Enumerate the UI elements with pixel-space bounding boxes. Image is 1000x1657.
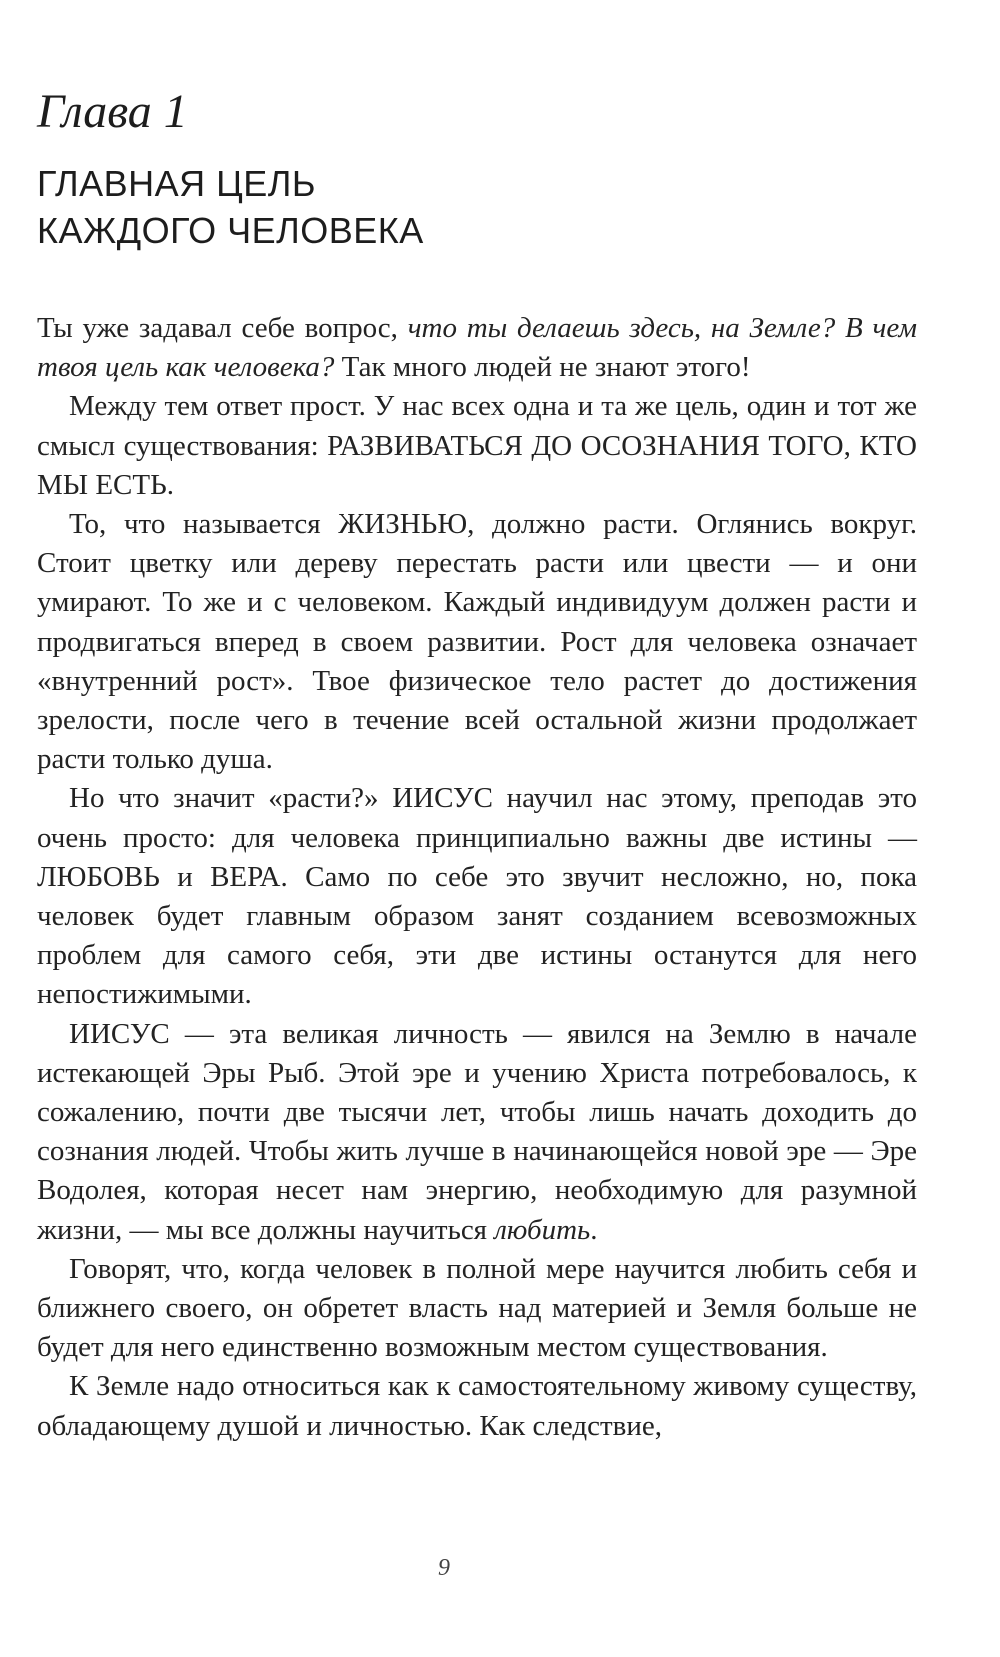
paragraph-1-text-a: Ты уже задавал себе вопрос, xyxy=(37,312,408,344)
paragraph-6: Говорят, что, когда человек в полной мере научится любить себя и ближнего своего, он обретет власть над материей и Земля больше не будет для него единственно возможным местом существования. xyxy=(37,1252,917,1364)
paragraph-1-italic: что ты делаешь здесь, на Земле? В чем твоя цель как человека? xyxy=(37,312,917,384)
page-number: 9 xyxy=(438,1555,450,1581)
paragraph-5 xyxy=(37,1015,917,1250)
paragraph-4: Но что значит «расти?» ИИСУС научил нас этому, преподав это очень просто: для человека принципиально важны две истины — ЛЮБОВЬ и ВЕРА. Само по себе это звучит несложно, но, пока человек будет главным образом занят созданием всевозможных проблем для самого себя, эти две истины останутся для него непостижимыми. xyxy=(37,782,917,1011)
paragraph-1-text-b: Так много людей не знают этого! xyxy=(334,351,751,384)
chapter-label: Глава 1 xyxy=(37,85,188,138)
chapter-body xyxy=(37,309,917,1446)
paragraph-5-text-b: . xyxy=(590,1213,598,1246)
paragraph-5-italic: любить xyxy=(494,1213,591,1246)
paragraph-5-text-a: ИИСУС — эта великая личность — явился на Землю в начале истекающей Эры Рыб. Этой эре и учению Христа потребовалось, к сожалению, почти две тысячи лет, чтобы лишь начать доходить до сознания людей. Чтобы жить лучше в начинающейся новой эре — Эре Водолея, которая несет нам энергию, необходимую для разумной жизни, — мы все должны научиться xyxy=(37,1017,917,1246)
paragraph-3: То, что называется ЖИЗНЬЮ, должно расти. Оглянись вокруг. Стоит цветку или дереву перестать расти или цвести — и они умирают. То же и с человеком. Каждый индивидуум должен расти и продвигаться вперед в своем развитии. Рост для человека означает «внутренний рост». Твое физическое тело растет до достижения зрелости, после чего в течение всей остальной жизни продолжает расти только душа. xyxy=(37,508,917,776)
chapter-title xyxy=(37,160,937,254)
chapter-title-line-1: ГЛАВНАЯ ЦЕЛЬ xyxy=(37,163,317,204)
paragraph-2: Между тем ответ прост. У нас всех одна и та же цель, один и тот же смысл существования: РАЗВИВАТЬСЯ ДО ОСОЗНАНИЯ ТОГО, КТО МЫ ЕСТЬ. xyxy=(37,390,917,501)
paragraph-7: К Земле надо относиться как к самостоятельному живому существу, обладающему душой и личностью. Как следствие, xyxy=(37,1370,917,1442)
chapter-title-line-2: КАЖДОГО ЧЕЛОВЕКА xyxy=(37,210,424,251)
paragraph-1 xyxy=(37,309,917,387)
